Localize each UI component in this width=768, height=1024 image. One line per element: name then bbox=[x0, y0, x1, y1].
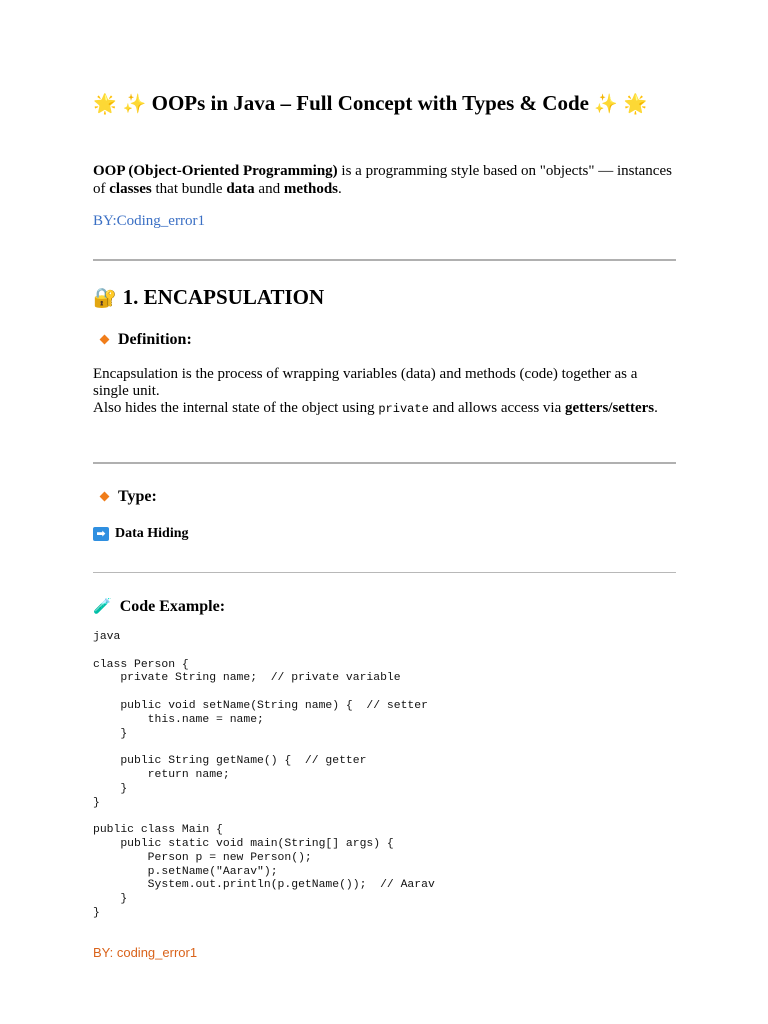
intro-methods: methods bbox=[283, 181, 339, 197]
definition-line1: Encapsulation is the process of wrapping variables (data) and methods (code) together as a single unit. bbox=[93, 366, 638, 399]
intro-classes: classes bbox=[109, 181, 152, 197]
intro-part3: and bbox=[254, 181, 284, 197]
intro-end: . bbox=[338, 181, 342, 197]
document-title bbox=[93, 88, 676, 119]
type-value bbox=[93, 525, 189, 543]
document-title-text: OOPs in Java – Full Concept with Types & Code bbox=[151, 91, 589, 115]
definition-line2-start: Also hides the internal state of the object using bbox=[93, 400, 379, 416]
definition-label: Definition: bbox=[118, 331, 192, 348]
intro-term: OOP (Object-Oriented Programming) bbox=[93, 163, 338, 179]
inline-code-private: private bbox=[378, 402, 429, 416]
right-arrow-icon: ➡ bbox=[93, 527, 109, 541]
definition-line2-bold: getters/setters bbox=[564, 400, 655, 416]
type-heading bbox=[93, 487, 157, 507]
section-heading-text: 1. ENCAPSULATION bbox=[122, 285, 325, 309]
intro-part1: is a programming style based on "objects" — instances of bbox=[93, 163, 672, 197]
lock-with-key-icon: 🔐 bbox=[93, 287, 117, 309]
orange-diamond-icon bbox=[100, 491, 110, 501]
code-example-heading bbox=[93, 596, 225, 617]
test-tube-icon: 🧪 bbox=[93, 597, 112, 615]
type-label: Type: bbox=[118, 488, 157, 505]
definition-heading bbox=[93, 330, 192, 350]
intro-data: data bbox=[226, 181, 255, 197]
definition-line2-mid: and allows access via bbox=[428, 400, 565, 416]
divider bbox=[93, 462, 676, 464]
author-byline: BY:Coding_error1 bbox=[93, 213, 205, 229]
footer-byline: BY: coding_error1 bbox=[93, 945, 198, 960]
orange-diamond-icon bbox=[100, 334, 110, 344]
intro-paragraph bbox=[93, 162, 676, 198]
definition-line2-end: . bbox=[654, 400, 658, 416]
sparkle-emoji-icon-trailing: ✨ 🌟 bbox=[594, 93, 648, 115]
type-value-text: Data Hiding bbox=[115, 526, 189, 541]
code-example-label: Code Example: bbox=[119, 598, 226, 615]
definition-paragraph bbox=[93, 366, 676, 418]
sparkle-emoji-icon: 🌟 ✨ bbox=[93, 93, 147, 115]
intro-part2: that bundle bbox=[151, 181, 227, 197]
section-heading bbox=[93, 284, 324, 311]
divider bbox=[93, 259, 676, 261]
code-block: java class Person { private String name; // private variable public void setName(String name) { // setter this.name = name; } public String getName() { // getter return name; } } public class Main { public static void main(String[] args) { Person p = new Person(); p.setName("Aarav"); System.out.println(p.getName()); // Aarav } } bbox=[93, 631, 435, 919]
divider bbox=[93, 572, 676, 573]
